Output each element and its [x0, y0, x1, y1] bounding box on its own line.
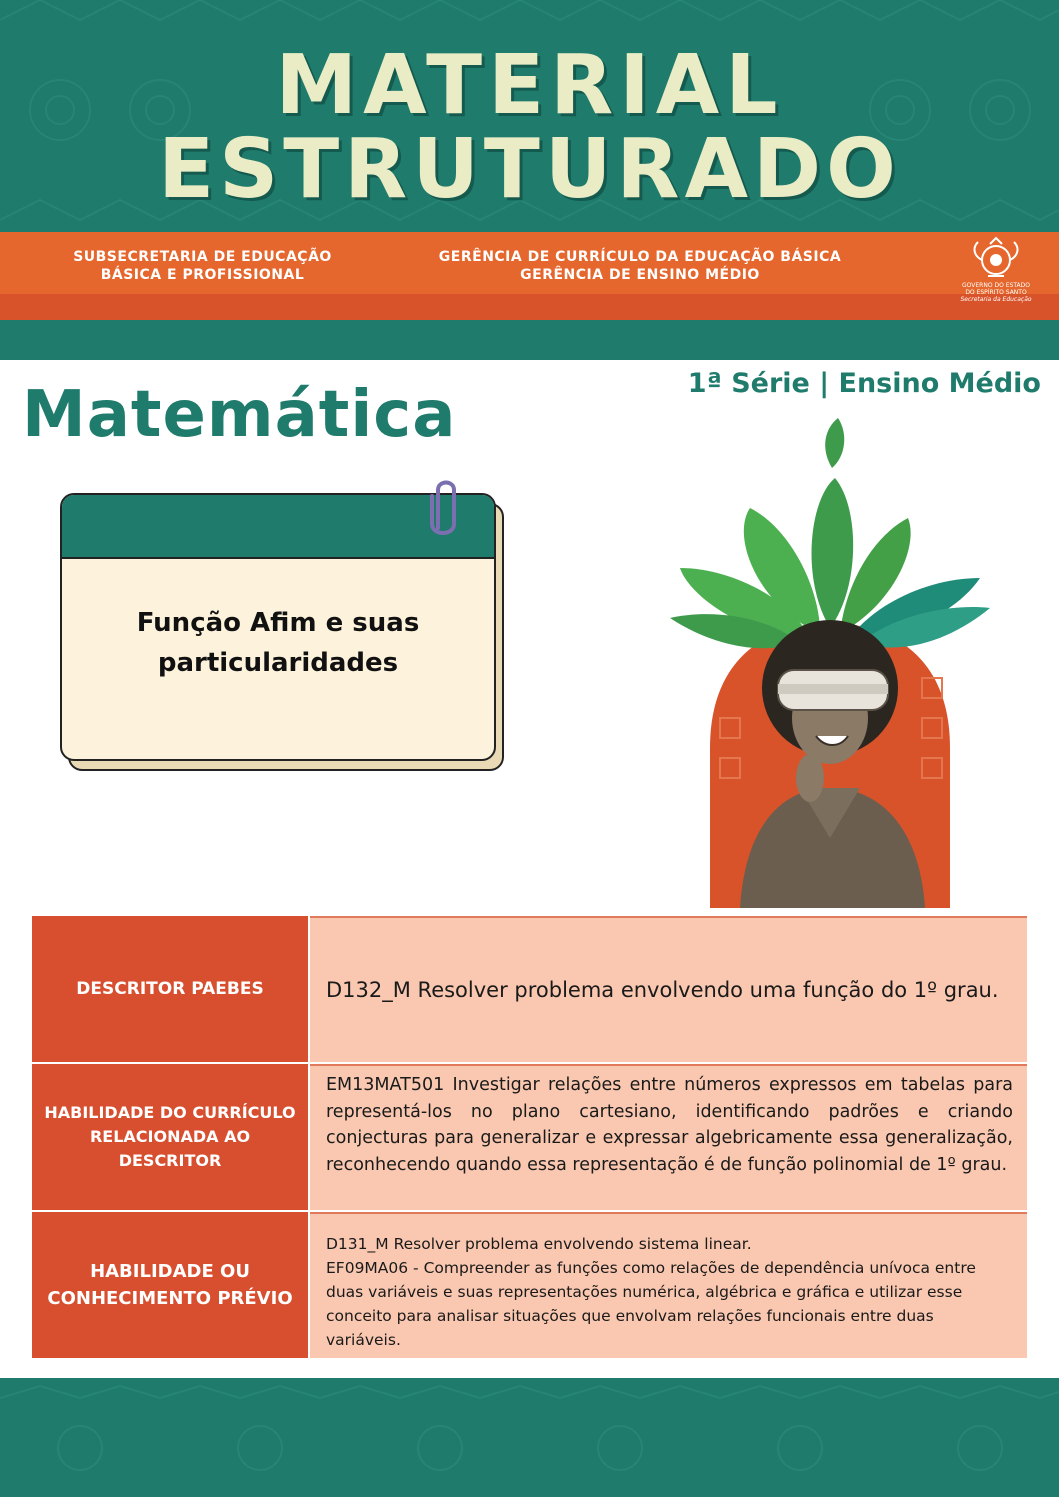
prior-knowledge-line-1: D131_M Resolver problema envolvendo sistema linear. [326, 1235, 752, 1253]
header-banner [0, 0, 1059, 360]
table-row [32, 1212, 1027, 1358]
orange-strip [0, 294, 1059, 320]
subsecretaria-label: SUBSECRETARIA DE EDUCAÇÃO BÁSICA E PROFISSIONAL [73, 249, 332, 283]
gerencia-line-2: GERÊNCIA DE ENSINO MÉDIO [520, 267, 760, 283]
crest-icon [956, 236, 1036, 282]
paperclip-icon [428, 476, 462, 540]
title-material: MATERIAL [275, 38, 784, 133]
footer-pattern [0, 1378, 1059, 1497]
gerencia-line-1: GERÊNCIA DE CURRÍCULO DA EDUCAÇÃO BÁSICA [438, 249, 842, 265]
crest-caption-line-3: Secretaria da Educação [960, 296, 1032, 303]
footer-banner [0, 1378, 1059, 1497]
green-band [0, 320, 1059, 360]
row-label: HABILIDADE OU CONHECIMENTO PRÉVIO [32, 1212, 308, 1358]
topic-title: Função Afim e suas particularidades [136, 608, 420, 678]
row-label: HABILIDADE DO CURRÍCULO RELACIONADA AO DESCRITOR [32, 1064, 308, 1210]
crest-caption-line-1: GOVERNO DO ESTADO [962, 282, 1030, 289]
row-label: DESCRITOR PAEBES [32, 916, 308, 1062]
row-value: EM13MAT501 Investigar relações entre números expressos em tabelas para representá-los no plano cartesiano, identificando padrões e criando conjecturas para generalizar e expressar algebricamente essa generalização, reconhecendo quando essa representação é de função polinomial de 1º grau. [310, 1064, 1027, 1210]
row-value [310, 1212, 1027, 1358]
table-row [32, 916, 1027, 1062]
crest-caption [956, 282, 1036, 303]
prior-knowledge-line-2: EF09MA06 - Compreender as funções como relações de dependência unívoca entre duas variáveis e suas representações numérica, algébrica e gráfica e utilizar esse conceito para analisar situações que envolvam relações funcionais entre duas variáveis. [326, 1259, 976, 1349]
row-value: D132_M Resolver problema envolvendo uma função do 1º grau. [310, 916, 1027, 1062]
series-label: 1ª Série | Ensino Médio [687, 368, 1041, 399]
student-vr-illustration [660, 418, 1000, 908]
subject-title: Matemática [22, 378, 457, 452]
table-row [32, 1064, 1027, 1210]
state-crest-logo [956, 236, 1036, 316]
title-estruturado: ESTRUTURADO [158, 122, 901, 217]
gerencia-label [430, 248, 850, 284]
crest-caption-line-2: DO ESPÍRITO SANTO [965, 289, 1027, 296]
